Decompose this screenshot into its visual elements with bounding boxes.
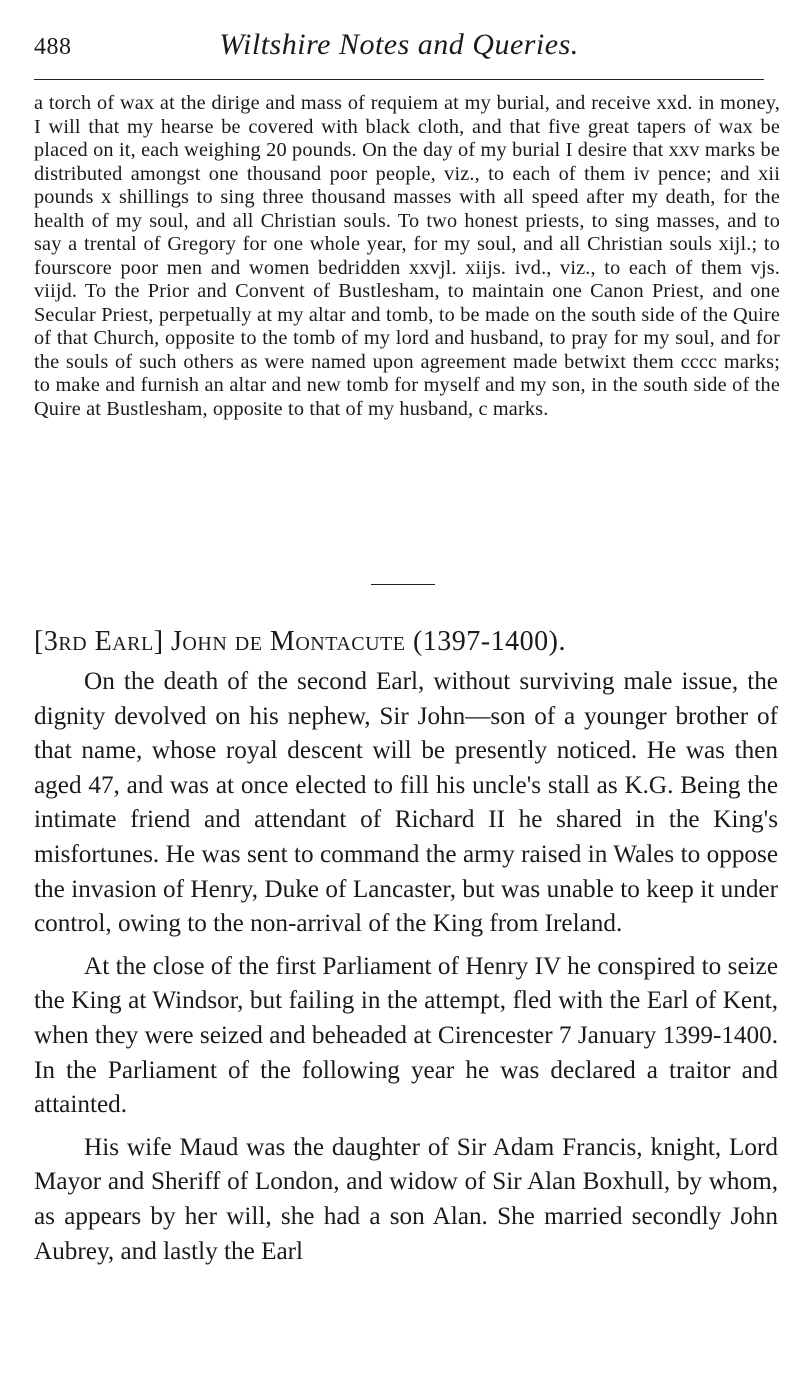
section-body [34, 665, 778, 1269]
page-number: 488 [34, 34, 72, 60]
body-paragraph: At the close of the first Parliament of Henry IV he conspired to seize the King at Windsor, but failing in the attempt, fled with the Earl of Kent, when they were seized and beheaded at Cirencester 7 January 1399-1400. In the Parliament of the following year he was declared a traitor and attainted. [34, 952, 778, 1119]
will-extract-paragraph: a torch of wax at the dirige and mass of requiem at my burial, and receive xxd. in money, I will that my hearse be covered with black cloth, and that five great tapers of wax be placed on it, each weighing 20 pounds. On the day of my burial I desire that xxv marks be distributed amongst one thousand poor people, viz., to each of them iv pence; and xii pounds x shillings to sing three thousand masses with all speed after my death, for the health of my soul, and all Christian souls. To two honest priests, to sing masses, and to say a trental of Gregory for one whole year, for my soul, and all Christian souls xijl.; to fourscore poor men and women bedridden xxvjl. xiijs. ivd., viz., to each of them vjs. viijd. To the Prior and Convent of Bustlesham, to maintain one Canon Priest, and one Secular Priest, perpetually at my altar and tomb, to be made on the south side of the Quire of that Church, opposite to the tomb of my lord and husband, to pray for my soul, and for the souls of such others as were named upon agreement made betwixt them cccc marks; to make and furnish an altar and new tomb for myself and my son, in the south side of the Quire at Bustlesham, opposite to that of my husband, c marks. [34, 92, 780, 420]
will-extract [34, 92, 780, 421]
body-paragraph: On the death of the second Earl, without surviving male issue, the dignity devolved on his nephew, Sir John—son of a younger brother of that name, whose royal descent will be presently noticed. He was then aged 47, and was at once elected to fill his uncle's stall as K.G. Being the intimate friend and attendant of Richard II he shared in the King's misfortunes. He was sent to command the army raised in Wales to oppose the invasion of Henry, Duke of Lancaster, but was unable to keep it under control, owing to the non-arrival of the King from Ireland. [34, 668, 778, 938]
running-title: Wiltshire Notes and Queries. [219, 28, 579, 61]
section-divider [371, 584, 435, 585]
page-header [34, 26, 764, 66]
section-heading: [3rd Earl] John de Montacute (1397-1400). [34, 626, 566, 657]
body-paragraph: His wife Maud was the daughter of Sir Adam Francis, knight, Lord Mayor and Sheriff of London, and widow of Sir Alan Boxhull, by whom, as appears by her will, she had a son Alan. She married secondly John Aubrey, and lastly the Earl [34, 1133, 778, 1265]
header-rule [34, 79, 764, 80]
